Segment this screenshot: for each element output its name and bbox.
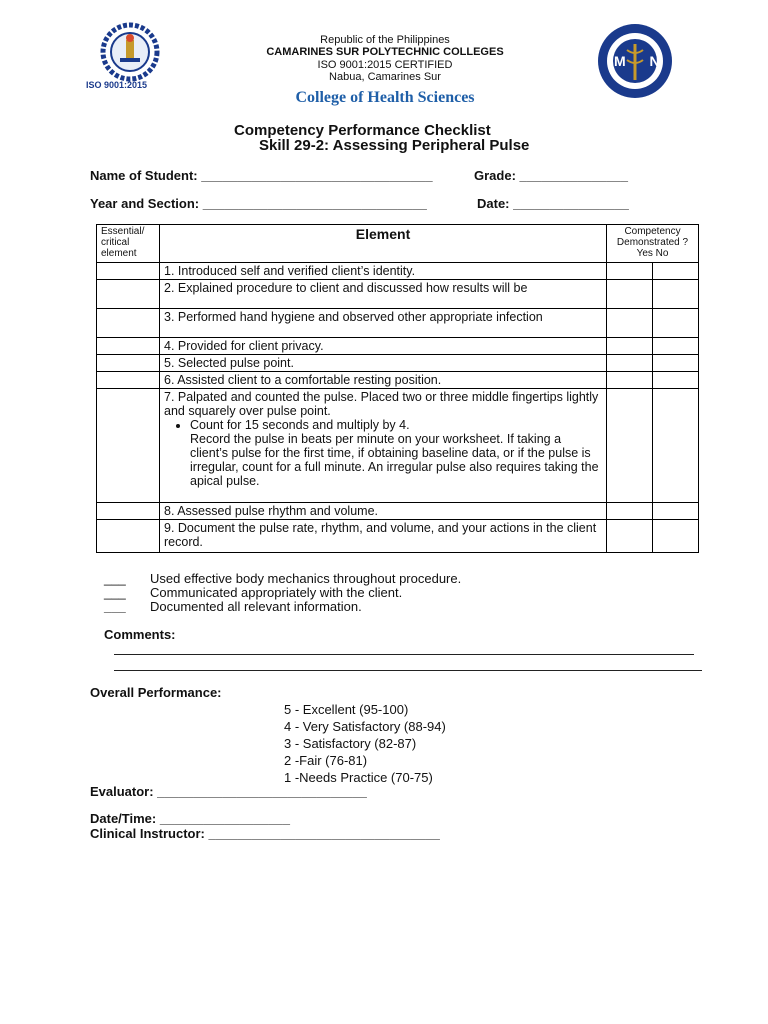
extra-item: Documented all relevant information.: [150, 599, 362, 614]
no-cell[interactable]: [653, 309, 699, 338]
no-cell[interactable]: [653, 389, 699, 503]
table-row: [97, 280, 699, 309]
date-field[interactable]: Date: ________________: [477, 196, 629, 211]
yes-cell[interactable]: [607, 355, 653, 372]
row7-text: 7. Palpated and counted the pulse. Placed two or three middle fingertips lightly and squarely over pulse point.: [164, 390, 599, 418]
element-cell: 3. Performed hand hygiene and observed other appropriate infection: [160, 309, 607, 338]
header-iso: ISO 9001:2015 CERTIFIED: [317, 59, 453, 71]
table-row: [97, 309, 699, 338]
comment-line-1[interactable]: [114, 654, 694, 655]
competency-table: [96, 224, 699, 553]
yes-cell[interactable]: [607, 263, 653, 280]
overall-label: Overall Performance:: [90, 685, 222, 700]
essential-cell[interactable]: [97, 309, 160, 338]
cspc-logo: [82, 22, 178, 94]
table-row: [97, 355, 699, 372]
essential-header: Essential/ critical element: [97, 225, 160, 263]
evaluator-field[interactable]: Evaluator: _____________________________: [90, 784, 367, 799]
table-row: [97, 372, 699, 389]
yes-cell[interactable]: [607, 372, 653, 389]
no-cell[interactable]: [653, 355, 699, 372]
yes-cell[interactable]: [607, 309, 653, 338]
extra-item: Used effective body mechanics throughout procedure.: [150, 571, 462, 586]
header-location: Nabua, Camarines Sur: [329, 71, 441, 83]
table-row: [97, 503, 699, 520]
table-row: [97, 389, 699, 503]
scale-item: 1 -Needs Practice (70-75): [284, 770, 433, 785]
clinical-instructor-field[interactable]: Clinical Instructor: ________________________________: [90, 826, 440, 841]
extra-item: Communicated appropriately with the client.: [150, 585, 403, 600]
table-row: [97, 338, 699, 355]
essential-cell[interactable]: [97, 503, 160, 520]
yes-cell[interactable]: [607, 503, 653, 520]
table-row: [97, 263, 699, 280]
table-row: [97, 520, 699, 553]
no-cell[interactable]: [653, 520, 699, 553]
yes-cell[interactable]: [607, 338, 653, 355]
scale-item: 3 - Satisfactory (82-87): [284, 736, 417, 751]
row7-bullet-text: Count for 15 seconds and multiply by 4.: [190, 418, 410, 432]
yes-cell[interactable]: [607, 389, 653, 503]
scale-item: 4 - Very Satisfactory (88-94): [284, 719, 446, 734]
table-header-row: [97, 225, 699, 263]
extra-blank[interactable]: ___: [104, 599, 126, 614]
header-republic: Republic of the Philippines: [320, 34, 450, 46]
header-school: CAMARINES SUR POLYTECHNIC COLLEGES: [266, 46, 504, 58]
essential-cell[interactable]: [97, 338, 160, 355]
competency-header: Competency Demonstrated ? Yes No: [607, 225, 699, 263]
no-cell[interactable]: [653, 338, 699, 355]
row7-extra-text: Record the pulse in beats per minute on your worksheet. If taking a client’s pulse for the first time, if obtaining baseline data, or if the pulse is irregular, count for a full minute. An irregular pulse also requires taking the apical pulse.: [190, 432, 599, 488]
element-cell: 5. Selected pulse point.: [160, 355, 607, 372]
element-cell: 6. Assisted client to a comfortable resting position.: [160, 372, 607, 389]
essential-cell[interactable]: [97, 372, 160, 389]
extra-blank[interactable]: ___: [104, 585, 126, 600]
element-cell: 9. Document the pulse rate, rhythm, and volume, and your actions in the client record.: [160, 520, 607, 553]
yes-cell[interactable]: [607, 520, 653, 553]
essential-cell[interactable]: [97, 355, 160, 372]
essential-cell[interactable]: [97, 263, 160, 280]
skill-title: Skill 29-2: Assessing Peripheral Pulse: [259, 137, 530, 154]
element-cell: 1. Introduced self and verified client’s identity.: [160, 263, 607, 280]
row7-bullet: [190, 418, 602, 488]
datetime-field[interactable]: Date/Time: __________________: [90, 811, 290, 826]
seal-letters: M N: [614, 53, 670, 69]
chs-seal: [592, 22, 678, 100]
no-cell[interactable]: [653, 372, 699, 389]
element-cell: [160, 389, 607, 503]
yes-cell[interactable]: [607, 280, 653, 309]
scale-item: 2 -Fair (76-81): [284, 753, 368, 768]
element-header: Element: [160, 225, 607, 263]
essential-cell[interactable]: [97, 520, 160, 553]
student-name-field[interactable]: Name of Student: ________________________________: [90, 168, 433, 183]
comments-label: Comments:: [104, 627, 176, 642]
no-cell[interactable]: [653, 263, 699, 280]
no-cell[interactable]: [653, 503, 699, 520]
college-name: College of Health Sciences: [295, 89, 475, 106]
extra-blank[interactable]: ___: [104, 571, 126, 586]
iso-logo-text: ISO 9001:2015: [86, 80, 148, 90]
scale-item: 5 - Excellent (95-100): [284, 702, 409, 717]
comment-line-2[interactable]: [114, 670, 702, 671]
grade-field[interactable]: Grade: _______________: [474, 168, 628, 183]
checklist-title: Competency Performance Checklist: [234, 122, 491, 139]
essential-cell[interactable]: [97, 280, 160, 309]
row7-list: [164, 418, 602, 488]
element-cell: 2. Explained procedure to client and discussed how results will be: [160, 280, 607, 309]
year-section-field[interactable]: Year and Section: _______________________________: [90, 196, 427, 211]
essential-cell[interactable]: [97, 389, 160, 503]
no-cell[interactable]: [653, 280, 699, 309]
element-cell: 8. Assessed pulse rhythm and volume.: [160, 503, 607, 520]
element-cell: 4. Provided for client privacy.: [160, 338, 607, 355]
